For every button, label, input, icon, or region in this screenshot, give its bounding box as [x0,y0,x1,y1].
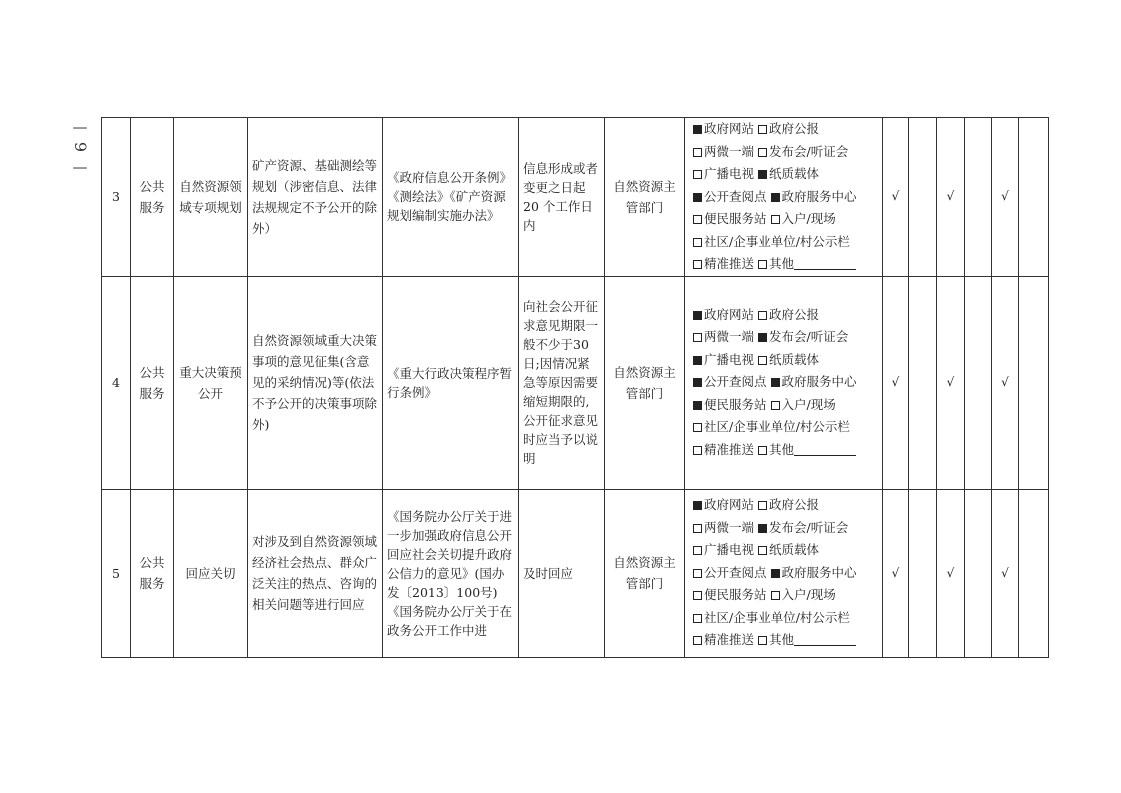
unchecked-box-icon [693,260,702,269]
channel-label: 入户/现场 [781,211,836,226]
row-basis-text: 《国务院办公厅关于进一步加强政府信息公开回应社会关切提升政府公信力的意见》(国办发〔2013〕100号)《国务院办公厅关于在政务公开工作中进 [387,508,513,638]
row-index-text: 3 [112,189,120,205]
channel-option [693,208,767,231]
channel-label: 政府网站 [704,497,755,513]
row-content-text: 对涉及到自然资源领域经济社会热点、群众广泛关注的热点、咨询的相关问题等进行回应 [252,534,378,612]
row-channels [685,118,883,277]
unchecked-box-icon [693,569,702,578]
unchecked-box-icon [758,501,767,510]
row-channels [685,276,883,489]
row-time-limit-text: 向社会公开征求意见期限一般不少于30日;因情况紧急等原因需要缩短期限的,公开征求意见时应当予以说明 [523,299,599,466]
unchecked-box-icon [693,148,702,157]
row-item [174,276,248,489]
checked-box-icon [693,378,702,387]
check-mark: √ [1001,565,1009,580]
channel-option [693,304,754,327]
mark-cell [937,276,965,489]
mark-cell [1019,276,1049,489]
unchecked-box-icon [693,446,702,455]
unchecked-box-icon [758,446,767,455]
channel-option [771,584,836,607]
channel-option [758,349,819,372]
channel-line [693,584,877,607]
channel-line [693,186,877,209]
channel-option [758,439,856,462]
check-mark: √ [891,565,900,580]
row-department-text: 自然资源主管部门 [613,555,676,591]
unchecked-box-icon [693,591,702,600]
channel-option [693,186,767,209]
channel-option [693,371,767,394]
mark-cell [992,118,1019,277]
mark-cell [965,489,992,657]
row-department-text: 自然资源主管部门 [613,364,676,401]
row-category-text: 公共服务 [139,178,165,215]
row-item-text: 回应关切 [185,565,236,581]
channel-option [758,517,848,540]
channel-label: 精准推送 [704,441,755,457]
fill-in-blank-line [794,443,856,456]
channel-line [693,494,877,517]
mark-cell [909,489,937,657]
channel-line [693,517,877,540]
channel-option [771,394,836,417]
row-index [102,276,131,489]
row-time-limit-text: 及时回应 [523,565,574,581]
table-row [102,118,1049,277]
row-index [102,118,131,277]
row-department [605,276,685,489]
checked-box-icon [693,356,702,365]
table-body [102,118,1049,658]
unchecked-box-icon [758,311,767,320]
row-category-text: 公共服务 [139,555,165,591]
row-content [248,118,383,277]
checked-box-icon [693,193,702,202]
channel-option [758,494,819,517]
row-basis [383,276,519,489]
check-mark: √ [1001,189,1009,204]
check-mark: √ [891,375,900,389]
row-item-text: 自然资源领域专项规划 [179,178,242,215]
row-content [248,489,383,657]
channel-line [693,253,877,276]
unchecked-box-icon [771,591,780,600]
unchecked-box-icon [758,356,767,365]
channel-option [771,371,857,394]
channel-label: 社区/企事业单位/村公示栏 [704,233,850,249]
channel-label: 政府网站 [704,306,755,322]
channel-option [771,562,857,585]
mark-cell [1019,118,1049,277]
unchecked-box-icon [693,333,702,342]
channel-option [758,253,856,276]
channel-option [758,304,819,327]
mark-cell [883,489,909,657]
channel-line [693,118,877,141]
mark-cell [965,276,992,489]
channel-option [693,439,754,462]
row-item [174,118,248,277]
checked-box-icon [771,569,780,578]
channel-label: 政府公报 [769,306,820,322]
channel-option [693,539,754,562]
mark-cell [992,276,1019,489]
unchecked-box-icon [693,423,702,432]
checked-box-icon [758,333,767,342]
mark-cell [1019,489,1049,657]
page-number-value: 9 [71,141,90,153]
channel-label: 广播电视 [704,542,755,558]
channel-line [693,539,877,562]
channel-label: 广播电视 [704,166,755,181]
check-mark: √ [946,189,955,204]
channel-label: 便民服务站 [704,211,767,226]
unchecked-box-icon [693,636,702,645]
channel-option [693,517,754,540]
channel-label: 政府网站 [704,121,755,136]
disclosure-table [101,117,1049,658]
checked-box-icon [693,125,702,134]
channel-label: 政府公报 [769,121,820,136]
channel-label: 入户/现场 [781,396,836,412]
channel-line [693,163,877,186]
checked-box-icon [693,501,702,510]
row-category [131,489,174,657]
check-mark: √ [1001,375,1009,389]
channel-label: 其他 [769,256,795,271]
channel-option [693,118,754,141]
channel-label: 其他 [769,632,795,648]
unchecked-box-icon [758,546,767,555]
channel-option [771,186,857,209]
check-mark: √ [891,189,900,204]
channel-label: 精准推送 [704,256,755,271]
unchecked-box-icon [758,125,767,134]
channel-label: 社区/企事业单位/村公示栏 [704,609,850,625]
mark-cell [937,118,965,277]
check-mark: √ [946,375,955,389]
row-index-text: 4 [112,375,120,390]
channel-line [693,416,877,439]
channel-label: 入户/现场 [781,587,836,603]
row-basis-text: 《政府信息公开条例》《测绘法》《矿产资源规划编制实施办法》 [387,170,513,224]
row-item-text: 重大决策预公开 [179,364,242,401]
channel-option [758,118,819,141]
unchecked-box-icon [693,546,702,555]
channel-label: 公开查阅点 [704,374,767,390]
row-content [248,276,383,489]
channel-line [693,208,877,231]
channel-option [693,394,767,417]
mark-cell [992,489,1019,657]
channel-line [693,304,877,327]
channel-label: 政府服务中心 [781,374,857,390]
unchecked-box-icon [758,148,767,157]
row-category-text: 公共服务 [139,364,165,401]
row-department [605,118,685,277]
channel-label: 发布会/听证会 [769,143,849,159]
row-time-limit [519,118,605,277]
channel-label: 政府服务中心 [781,188,857,204]
unchecked-box-icon [758,636,767,645]
mark-cell [883,118,909,277]
channel-option [771,208,836,231]
channel-option [693,562,767,585]
channel-option [758,539,819,562]
table-row [102,276,1049,489]
mark-cell [965,118,992,277]
page-number-dash-top: — [72,118,88,136]
checked-box-icon [693,311,702,320]
table-row [102,489,1049,657]
channel-label: 便民服务站 [704,587,767,603]
channel-label: 发布会/听证会 [769,329,849,345]
row-category [131,118,174,277]
unchecked-box-icon [693,524,702,533]
channel-line [693,371,877,394]
row-time-limit-text: 信息形成或者变更之日起 20 个工作日内 [523,160,599,233]
checked-box-icon [693,401,702,410]
row-index-text: 5 [112,565,120,581]
row-basis-text: 《重大行政决策程序暂行条例》 [387,365,513,400]
channel-line [693,439,877,462]
row-content-text: 自然资源领域重大决策事项的意见征集(含意见的采纳情况)等(依法不予公开的决策事项除外) [252,333,378,432]
fill-in-blank-line [794,633,856,646]
channel-label: 其他 [769,441,795,457]
unchecked-box-icon [771,401,780,410]
channel-option [758,141,848,164]
unchecked-box-icon [693,215,702,224]
mark-cell [909,118,937,277]
mark-cell [937,489,965,657]
channel-line [693,629,877,652]
channel-label: 纸质载体 [769,166,820,181]
channel-line [693,607,877,630]
channel-option [758,326,848,349]
page-number-dash-bottom: — [72,158,88,176]
channel-label: 政府服务中心 [781,564,857,580]
channel-line [693,394,877,417]
channel-line [693,349,877,372]
channel-label: 两微一端 [704,519,755,535]
channel-label: 社区/企事业单位/村公示栏 [704,419,850,435]
channel-option [693,253,754,276]
channel-line [693,231,877,254]
channel-line [693,141,877,164]
unchecked-box-icon [771,215,780,224]
channel-label: 纸质载体 [769,542,820,558]
channel-option [758,629,856,652]
channel-option [693,494,754,517]
channel-option [693,607,850,630]
page-number [68,118,92,176]
channel-label: 发布会/听证会 [769,519,849,535]
channel-option [693,584,767,607]
checked-box-icon [758,524,767,533]
channel-label: 广播电视 [704,351,755,367]
channel-label: 精准推送 [704,632,755,648]
row-department [605,489,685,657]
unchecked-box-icon [693,614,702,623]
channel-label: 公开查阅点 [704,564,767,580]
row-time-limit [519,276,605,489]
channel-label: 纸质载体 [769,351,820,367]
channel-option [693,349,754,372]
unchecked-box-icon [693,238,702,247]
row-channels [685,489,883,657]
channel-label: 两微一端 [704,329,755,345]
row-time-limit [519,489,605,657]
row-index [102,489,131,657]
channel-option [693,163,754,186]
channel-line [693,562,877,585]
checked-box-icon [771,193,780,202]
row-basis [383,489,519,657]
checked-box-icon [771,378,780,387]
fill-in-blank-line [794,257,856,270]
channel-option [693,629,754,652]
row-department-text: 自然资源主管部门 [613,178,676,215]
channel-option [693,141,754,164]
unchecked-box-icon [693,170,702,179]
channel-label: 政府公报 [769,497,820,513]
channel-option [758,163,819,186]
row-basis [383,118,519,277]
channel-label: 便民服务站 [704,396,767,412]
check-mark: √ [946,565,955,580]
channel-option [693,231,850,254]
mark-cell [883,276,909,489]
channel-option [693,416,850,439]
channel-line [693,326,877,349]
channel-label: 公开查阅点 [704,188,767,204]
row-category [131,276,174,489]
channel-option [693,326,754,349]
channel-label: 两微一端 [704,143,755,159]
checked-box-icon [758,170,767,179]
row-item [174,489,248,657]
mark-cell [909,276,937,489]
unchecked-box-icon [758,260,767,269]
row-content-text: 矿产资源、基础测绘等规划（涉密信息、法律法规规定不予公开的除外） [252,157,378,236]
